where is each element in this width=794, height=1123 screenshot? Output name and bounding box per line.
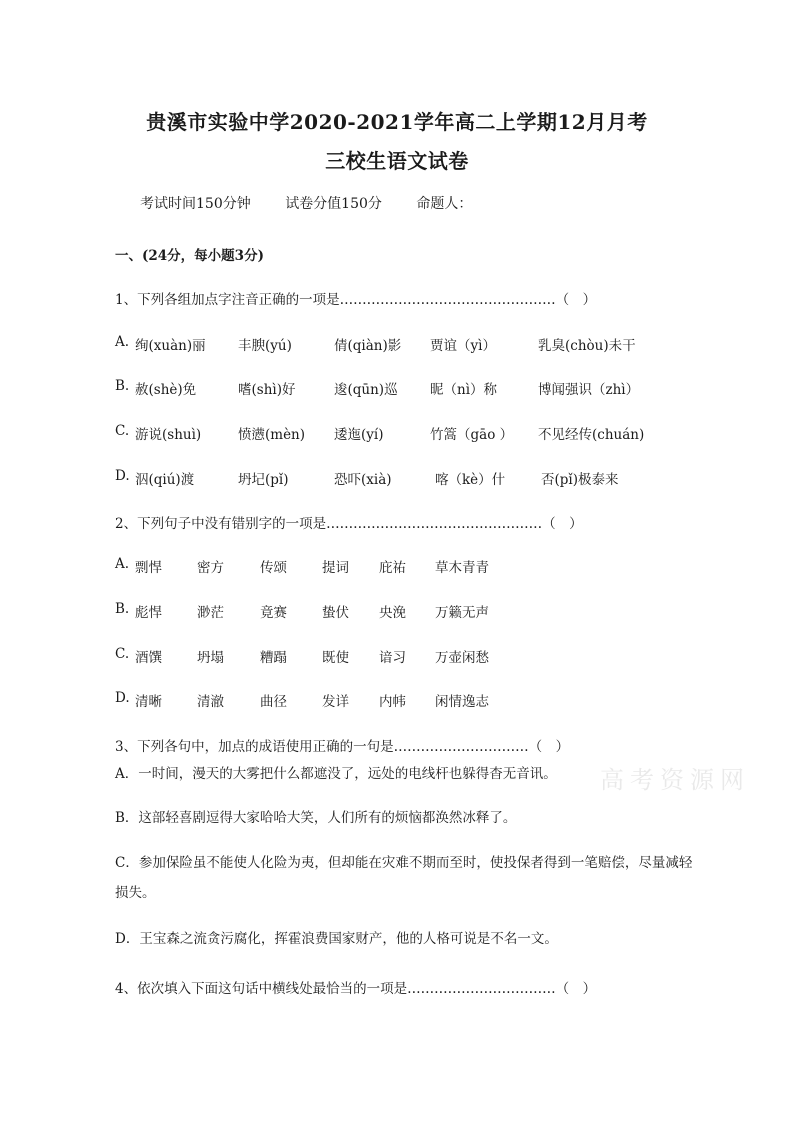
option-cell: 逡(qūn)巡 xyxy=(334,382,398,398)
option-cell: 万籁无声 xyxy=(435,605,489,621)
exam-title-line2: 三校生语文试卷 xyxy=(325,149,469,173)
question-3-option-b: B．这部轻喜剧逗得大家哈哈大笑，人们所有的烦恼都涣然冰释了。 xyxy=(115,810,517,826)
option-cell: 庇祐 xyxy=(379,560,406,576)
option-cell: 坍圮(pǐ) xyxy=(238,472,289,488)
exam-score: 试卷分值150分 xyxy=(285,196,382,212)
option-cell: 不见经传(chuán) xyxy=(538,427,645,443)
option-cell: 博闻强识（zhì） xyxy=(538,382,640,398)
option-cell: 绚(xuàn)丽 xyxy=(135,338,206,354)
question-2-stem: 2、下列句子中没有错别字的一项是…………………………………………（ ） xyxy=(115,516,583,532)
option-cell: 传颂 xyxy=(260,560,287,576)
exam-time: 考试时间150分钟 xyxy=(140,196,251,212)
section-heading: 一、(24分，每小题3分) xyxy=(115,248,264,264)
option-cell: 乳臭(chòu)未干 xyxy=(538,338,636,354)
option-cell: 清澈 xyxy=(197,694,224,710)
option-cell: 剽悍 xyxy=(135,560,162,576)
option-cell: 竟赛 xyxy=(260,605,287,621)
option-letter: D. xyxy=(115,468,130,484)
option-letter: D. xyxy=(115,690,130,706)
option-cell: 提词 xyxy=(322,560,349,576)
option-cell: 喀（kè）什 xyxy=(435,472,506,488)
option-cell: 游说(shuì) xyxy=(135,427,202,443)
option-letter: B. xyxy=(115,378,130,394)
option-letter: B. xyxy=(115,601,130,617)
question-4-stem: 4、依次填入下面这句话中横线处最恰当的一项是……………………………（ ） xyxy=(115,981,597,997)
question-3-option-d: D．王宝森之流贪污腐化，挥霍浪费国家财产，他的人格可说是不名一文。 xyxy=(115,931,558,947)
option-cell: 恐吓(xià) xyxy=(334,472,392,488)
option-letter: C. xyxy=(115,646,130,662)
option-cell: 贾谊（yì） xyxy=(430,338,496,354)
question-3-option-a: A．一时间，漫天的大雾把什么都遮没了，远处的电线杆也躲得杳无音讯。 xyxy=(115,766,557,782)
option-cell: 密方 xyxy=(197,560,224,576)
option-cell: 央浼 xyxy=(379,605,406,621)
exam-title-line1: 贵溪市实验中学2020-2021学年高二上学期12月月考 xyxy=(146,110,648,134)
option-cell: 清晰 xyxy=(135,694,162,710)
option-cell: 糟蹋 xyxy=(260,650,287,666)
option-cell: 逶迤(yí) xyxy=(334,427,384,443)
question-3-stem: 3、下列各句中，加点的成语使用正确的一句是…………………………（ ） xyxy=(115,739,570,755)
option-cell: 既使 xyxy=(322,650,349,666)
option-cell: 闲情逸志 xyxy=(435,694,489,710)
option-cell: 酒馔 xyxy=(135,650,162,666)
watermark: 高考资源网 xyxy=(600,766,750,794)
option-cell: 曲径 xyxy=(260,694,287,710)
option-cell: 万壶闲愁 xyxy=(435,650,489,666)
option-cell: 倩(qiàn)影 xyxy=(334,338,402,354)
option-cell: 竹篙（gāo ） xyxy=(430,427,514,443)
option-cell: 愤懑(mèn) xyxy=(238,427,306,443)
option-cell: 赦(shè)免 xyxy=(135,382,197,398)
option-cell: 渺茫 xyxy=(197,605,224,621)
question-1-stem: 1、下列各组加点字注音正确的一项是…………………………………………（ ） xyxy=(115,292,597,308)
option-cell: 丰腴(yú) xyxy=(238,338,292,354)
option-cell: 蛰伏 xyxy=(322,605,349,621)
option-cell: 坍塌 xyxy=(197,650,224,666)
option-letter: A. xyxy=(115,556,130,572)
option-cell: 否(pǐ)极泰来 xyxy=(541,472,619,488)
option-letter: A. xyxy=(115,334,130,350)
option-cell: 草木青青 xyxy=(435,560,489,576)
option-cell: 嗜(shì)好 xyxy=(238,382,296,398)
option-cell: 泅(qiú)渡 xyxy=(135,472,195,488)
option-cell: 发详 xyxy=(322,694,349,710)
exam-info xyxy=(140,193,502,213)
question-3-option-c: C．参加保险虽不能使人化险为夷，但却能在灾难不期而至时，使投保者得到一笔赔偿，尽量减轻损失。 xyxy=(115,855,693,901)
option-cell: 谙习 xyxy=(379,650,406,666)
exam-author: 命题人： xyxy=(416,196,473,212)
option-letter: C. xyxy=(115,423,130,439)
option-cell: 昵（nì）称 xyxy=(430,382,498,398)
option-cell: 内帏 xyxy=(379,694,406,710)
option-cell: 彪悍 xyxy=(135,605,162,621)
